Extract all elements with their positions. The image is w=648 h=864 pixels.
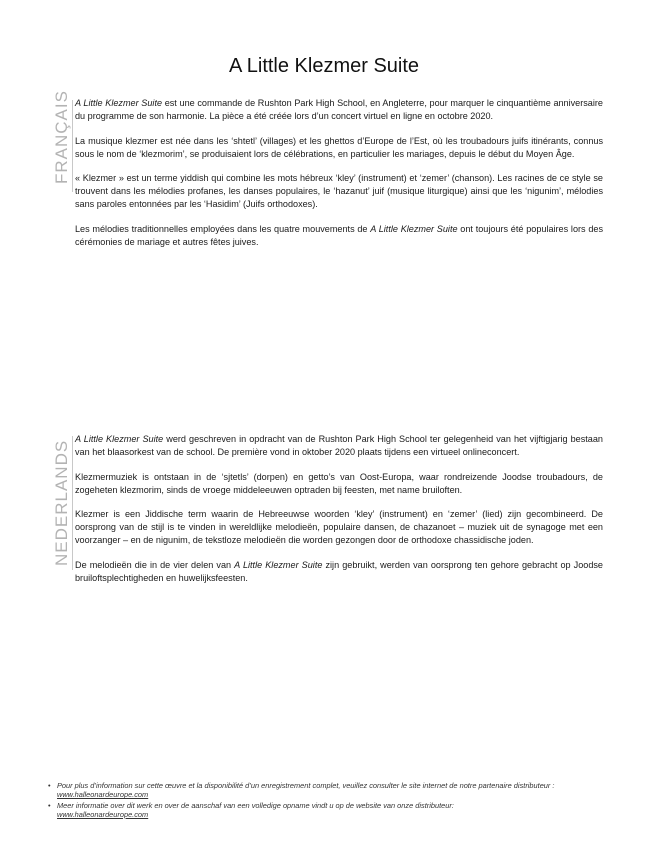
distributor-link[interactable]: www.halleonardeurope.com [57, 790, 149, 800]
language-label-francais: FRANÇAIS [52, 90, 71, 184]
paragraph-fr-1 [75, 97, 603, 123]
bullet-icon: • [48, 781, 51, 790]
bullet-icon: • [48, 800, 51, 810]
paragraph-fr-2: La musique klezmer est née dans les ‘shtetl’ (villages) et les ghettos d’Europe de l’Est, où les troubadours juifs itinérants, connus sous le nom de ‘klezmorim’, se produisaient lors de célébrations, en particulier les mariages, depuis le début du Moyen Âge. [75, 135, 603, 159]
paragraph-text: werd geschreven in opdracht van de Rushton Park High School ter gelegenheid van het vijftigjarig bestaan van het blaasorkest van de school. De première vond in oktober 2020 plaats tijdens een virtueel onlineconcert. [75, 434, 603, 457]
footnote-text: Pour plus d’information sur cette œuvre et la disponibilité d’un enregistrement complet, veuillez consulter le site internet de notre partenaire distributeur : [57, 781, 555, 790]
section-francais [75, 97, 603, 260]
paragraph-text: zijn gebruikt, werden van oorsprong ten gehore gebracht op Joodse bruiloftsplechtigheden en huwelijksfeesten. [75, 559, 603, 583]
page-title: A Little Klezmer Suite [228, 55, 420, 77]
section-nederlands [75, 433, 603, 596]
footnote-text: Meer informatie over dit werk en over de aanschaf van een volledige opname vindt u op de website van onze distributeur: [57, 800, 454, 810]
paragraph-nl-4 [75, 559, 603, 585]
footer-notes [48, 781, 608, 820]
language-label-nederlands: NEDERLANDS [52, 439, 71, 566]
section-divider-line [72, 436, 73, 570]
paragraph-text: Les mélodies traditionnelles employées dans les quatre mouvements de [75, 223, 371, 234]
paragraph-nl-2: Klezmermuziek is ontstaan in de ‘sjtetls’ (dorpen) en getto’s van Oost-Europa, waar rondreizende Joodse troubadours, de zogeheten klezmorim, sinds de vroege middeleeuwen optraden bij feesten, met name bruiloften. [75, 471, 603, 495]
paragraph-fr-4 [75, 223, 603, 249]
work-title: A Little Klezmer Suite [75, 98, 163, 108]
work-title: A Little Klezmer Suite [75, 434, 164, 444]
footnote-fr [48, 781, 608, 800]
paragraph-text: ont toujours été populaires lors des cérémonies de mariage et autres fêtes juives. [75, 223, 603, 247]
paragraph-fr-3: « Klezmer » est un terme yiddish qui combine les mots hébreux ‘kley’ (instrument) et ‘zemer’ (chanson). Les racines de ce style se trouvent dans les mélodies profanes, les danses populaires, le ‘hazanut’ juif (musique liturgique) ainsi que les ‘nigunim’, mélodies sans paroles entonnées par les ‘Hasidim’ (Juifs orthodoxes). [75, 173, 603, 209]
distributor-link[interactable]: www.halleonardeurope.com [57, 809, 149, 819]
work-title: A Little Klezmer Suite [370, 223, 458, 234]
paragraph-text: De melodieën die in de vier delen van [75, 559, 235, 570]
section-divider-line [72, 100, 73, 192]
work-title: A Little Klezmer Suite [234, 559, 323, 570]
paragraph-text: est une commande de Rushton Park High School, en Angleterre, pour marquer le cinquantième anniversaire du programme de son harmonie. La pièce a été créée lors d’un concert virtuel en ligne en octobre 2020. [75, 98, 603, 121]
paragraph-nl-3: Klezmer is een Jiddische term waarin de Hebreeuwse woorden ‘kley’ (instrument) en ‘zemer’ (lied) zijn gecombineerd. De oorsprong van de stijl is te vinden in wereldlijke melodieën, populaire dansen, de chazanoet – muziek uit de synagoge met een voorzanger – en de nigunim, de tekstloze melodieën die worden gezongen door de orthodoxe chassidische joden. [75, 509, 603, 545]
paragraph-nl-1 [75, 433, 603, 459]
footnote-nl [48, 801, 608, 820]
